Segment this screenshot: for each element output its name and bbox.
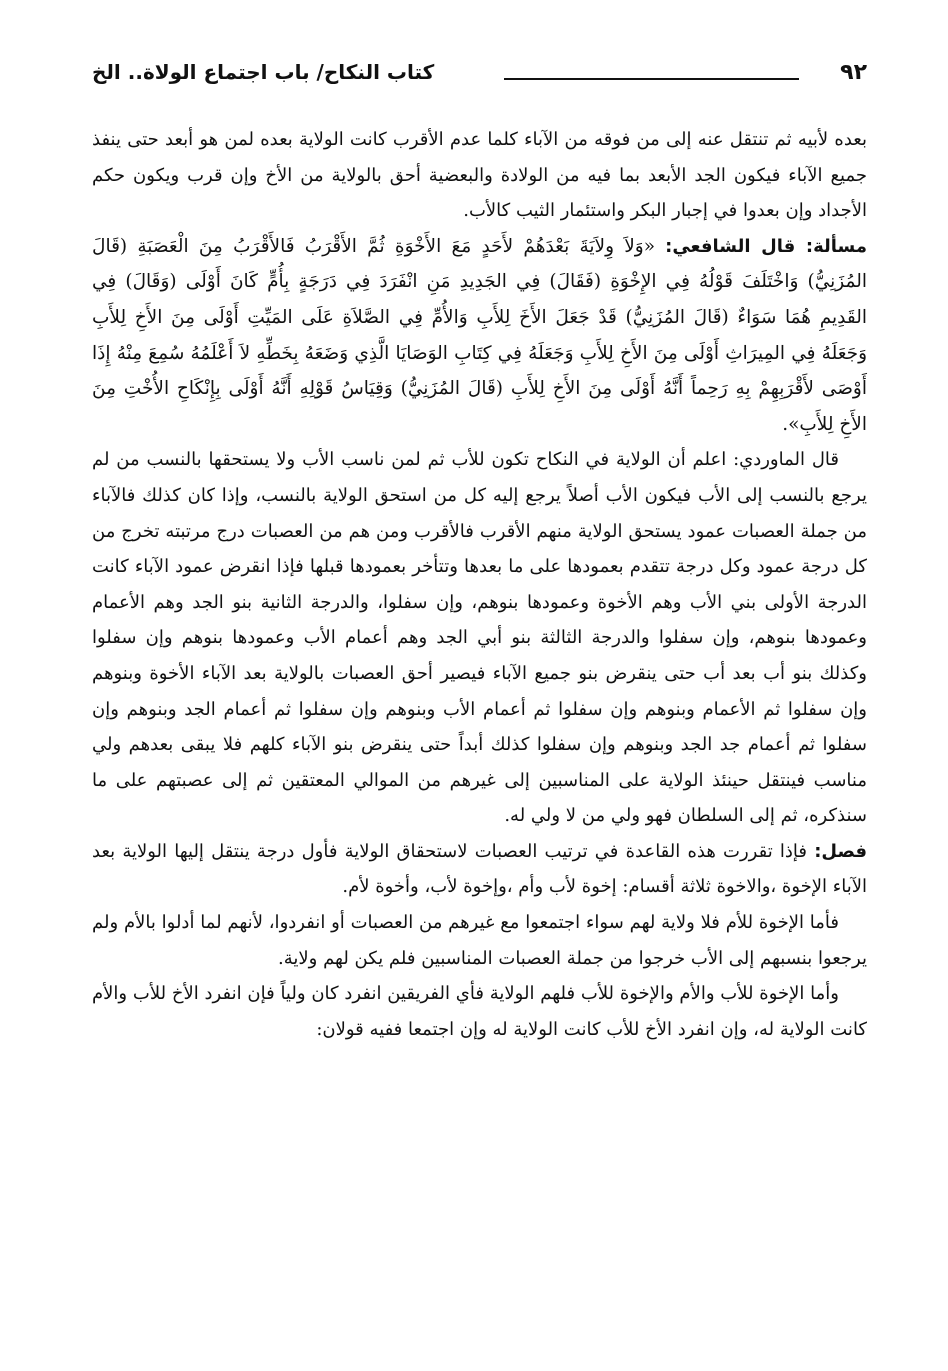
paragraph-full-and-paternal-brothers: وأما الإخوة للأب والأم والإخوة للأب فلهم الولاية فأي الفريقين انفرد كان ولياً فإن انفرد الأخ للأب والأم كانت الولاية له، وإن انفرد الأخ للأب كانت الولاية له وإن اجتمعا ففيه قولان: — [92, 983, 867, 1040]
header-rule — [504, 78, 799, 80]
paragraph-masala — [92, 229, 867, 443]
paragraph-fasl — [92, 834, 867, 905]
book-page — [92, 54, 867, 1047]
fasl-text: فإذا تقررت هذه القاعدة في ترتيب العصبات لاستحقاق الولاية فأول درجة ينتقل إليها الولاية بعد الآباء الإخوة ،والاخوة ثلاثة أقسام: إخوة لأب وأم ،وإخوة لأب، وأخوة لأم. — [92, 840, 867, 898]
page-body — [92, 122, 867, 1047]
page-number: ٩٢ — [840, 60, 867, 85]
running-title: كتاب النكاح/ باب اجتماع الولاة.. الخ — [92, 60, 435, 84]
paragraph-continuation: بعده لأبيه ثم تنتقل عنه إلى من فوقه من الآباء كلما عدم الأقرب كانت الولاية بعده لمن هو أبعد حتى ينفذ جميع الآباء فيكون الجد الأبعد بما فيه من الولادة والبعضية أحق بالولاية من الأخ وإن قرب ويكون حكم الأجداد وإن بعدوا في إجبار البكر واستئمار الثيب كالأب. — [92, 129, 867, 222]
paragraph-maternal-brothers: فأما الإخوة للأم فلا ولاية لهم سواء اجتمعوا مع غيرهم من العصبات أو انفردوا، لأنهم لما أدلوا بالأم ولم يرجعوا بنسبهم إلى الأب خرجوا من جملة العصبات المناسبين فلم يكن لهم ولاية. — [92, 912, 867, 969]
fasl-label: فصل: — [814, 840, 867, 862]
masala-label: مسألة: قال الشافعي: — [665, 235, 867, 257]
shafii-quote: «وَلاَ وِلاَيَةَ بَعْدَهُمْ لأَحَدٍ مَعَ الأَخْوَةِ ثُمَّ الأَقْرَبُ فَالأَقْرَبُ مِنَ الْعَصَبَةِ (قَالَ المُزَنِيُّ) وَاخْتَلَفَ قَوْلُهُ فِي الإِخْوَةِ (فَقَالَ) فِي الجَدِيدِ مَنِ انْفَرَدَ فِي دَرَجَةٍ بِأُمٍّ كَانَ أَوْلَى (وَقَالَ) فِي القَدِيمِ هُمَا سَوَاءٌ (قَالَ المُزَنِيُّ) قَدْ جَعَلَ الأَخَ لِلأَبِ وَالأُمِّ فِي الصَّلاَةِ عَلَى المَيِّتِ أَوْلَى مِنَ الأَخِ لِلأَبِ وَجَعَلَهُ فِي المِيرَاثِ أَوْلَى مِنَ الأَخِ لِلأَبِ وَجَعَلَهُ فِي كِتَابِ الوَصَايَا الَّذِي وَضَعَهُ بِخَطِّهِ لاَ أَعْلَمُهُ سُمِعَ مِنْهُ إِذَا أَوْصَى لأَقْرَبِهِمْ بِهِ رَحِماً أَنَّهُ أَوْلَى مِنَ الأَخِ لِلأَبِ (قَالَ المُزَنِيُّ) وَقِيَاسُ قَوْلِهِ أَنَّهُ أَوْلَى بِإِنْكَاحِ الأُخْتِ مِنَ الأَخِ لِلأَبِ». — [92, 235, 867, 435]
running-header — [92, 54, 867, 94]
paragraph-mawardi: قال الماوردي: اعلم أن الولاية في النكاح تكون للأب ثم لمن ناسب الأب ولا يستحقها بالنسب من لم يرجع بالنسب إلى الأب فيكون الأب أصلاً يرجع إليه كل من استحق الولاية بالنسب، وإذا كان كذلك فالآباء من جملة العصبات عمود يستحق الولاية منهم الأقرب فالأقرب ومن هم من العصبات درج مرتبته تخرج من كل درجة عمود وكل درجة تتقدم بعمودها على ما بعدها وتتأخر بعمودها قبلها فإذا انقرض عمود الآباء كانت الدرجة الأولى بني الأب وهم الأخوة وعمودها بنوهم، وإن سفلوا، والدرجة الثانية بنو الجد وهم الأعمام وعمودها بنوهم، وإن سفلوا والدرجة الثالثة بنو أبي الجد وهم أعمام الأب وعمودها بنوهم وإن سفلوا وكذلك بنو أب بعد أب حتى ينقرض بنو جميع الآباء فيصير أحق العصبات بالولاية بعد الآباء الأخوة وبنوهم وإن سفلوا ثم الأعمام وبنوهم وإن سفلوا ثم أعمام الأب وبنوهم وإن سفلوا ثم أعمام الجد وبنوهم وإن سفلوا ثم أعمام جد الجد وبنوهم وإن سفلوا كذلك أبداً حتى ينقرض بنو الآباء كلهم فلا يبقى بعدهم ولي مناسب فينتقل حينئذ الولاية على المناسبين إلى غيرهم من الموالي المعتقين ثم إلى عصبتهم على ما سنذكره، ثم إلى السلطان فهو ولي من لا ولي له. — [92, 449, 867, 827]
